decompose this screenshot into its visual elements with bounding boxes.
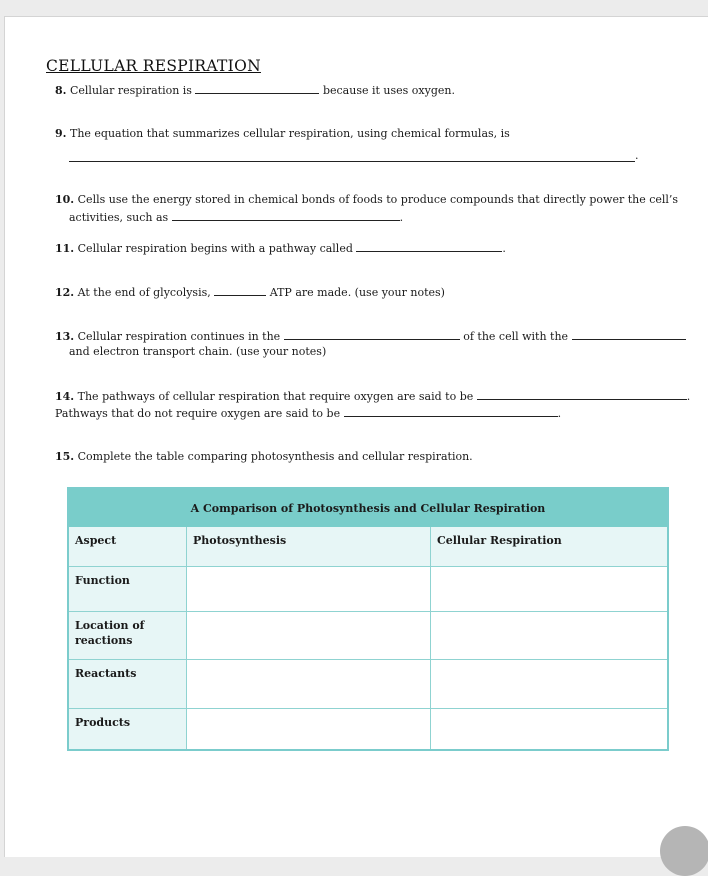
question-14: 14. The pathways of cellular respiration that require oxygen are said to be . [55, 390, 691, 403]
cell-reactants-respiration[interactable] [431, 660, 667, 709]
cell-reactants-photosynthesis[interactable] [187, 660, 431, 709]
row-label-reactants: Reactants [69, 660, 187, 709]
question-14-line-2: Pathways that do not require oxygen are said to be . [55, 407, 562, 420]
question-13-line-2: and electron transport chain. (use your notes) [69, 345, 327, 358]
answer-blank-14b[interactable] [344, 405, 558, 417]
header-aspect: Aspect [69, 527, 187, 567]
question-8: 8. Cellular respiration is because it uses oxygen. [55, 84, 455, 97]
question-9: 9. The equation that summarizes cellular respiration, using chemical formulas, is [55, 127, 510, 140]
page-title: CELLULAR RESPIRATION [46, 57, 261, 75]
row-label-function: Function [69, 567, 187, 612]
cell-function-respiration[interactable] [431, 567, 667, 612]
row-label-products: Products [69, 709, 187, 749]
row-label-location: Location of reactions [69, 612, 187, 660]
question-10: 10. Cells use the energy stored in chemical bonds of foods to produce compounds that directly power the cell’s [55, 193, 679, 206]
answer-blank-9[interactable] [69, 161, 635, 162]
answer-blank-10[interactable] [172, 209, 400, 221]
answer-blank-12[interactable] [214, 284, 266, 296]
floating-action-button[interactable] [660, 826, 708, 876]
question-10-line-2: activities, such as . [69, 211, 404, 224]
question-12: 12. At the end of glycolysis, ATP are made. (use your notes) [55, 286, 445, 299]
answer-blank-13a[interactable] [284, 328, 460, 340]
answer-blank-14a[interactable] [477, 388, 687, 400]
cell-location-respiration[interactable] [431, 612, 667, 660]
cell-location-photosynthesis[interactable] [187, 612, 431, 660]
comparison-table [67, 487, 669, 751]
question-11: 11. Cellular respiration begins with a pathway called . [55, 242, 506, 255]
answer-blank-13b[interactable] [572, 328, 686, 340]
question-13: 13. Cellular respiration continues in the of the cell with the [55, 328, 686, 345]
header-cellular-respiration: Cellular Respiration [431, 527, 667, 567]
answer-blank-8[interactable] [195, 82, 319, 94]
answer-blank-11[interactable] [356, 240, 502, 252]
table-title: A Comparison of Photosynthesis and Cellular Respiration [69, 489, 667, 529]
worksheet-page [4, 16, 708, 857]
cell-products-photosynthesis[interactable] [187, 709, 431, 749]
header-photosynthesis: Photosynthesis [187, 527, 431, 567]
cell-products-respiration[interactable] [431, 709, 667, 749]
question-15: 15. Complete the table comparing photosynthesis and cellular respiration. [55, 450, 473, 463]
cell-function-photosynthesis[interactable] [187, 567, 431, 612]
period-mark: . [635, 149, 639, 162]
